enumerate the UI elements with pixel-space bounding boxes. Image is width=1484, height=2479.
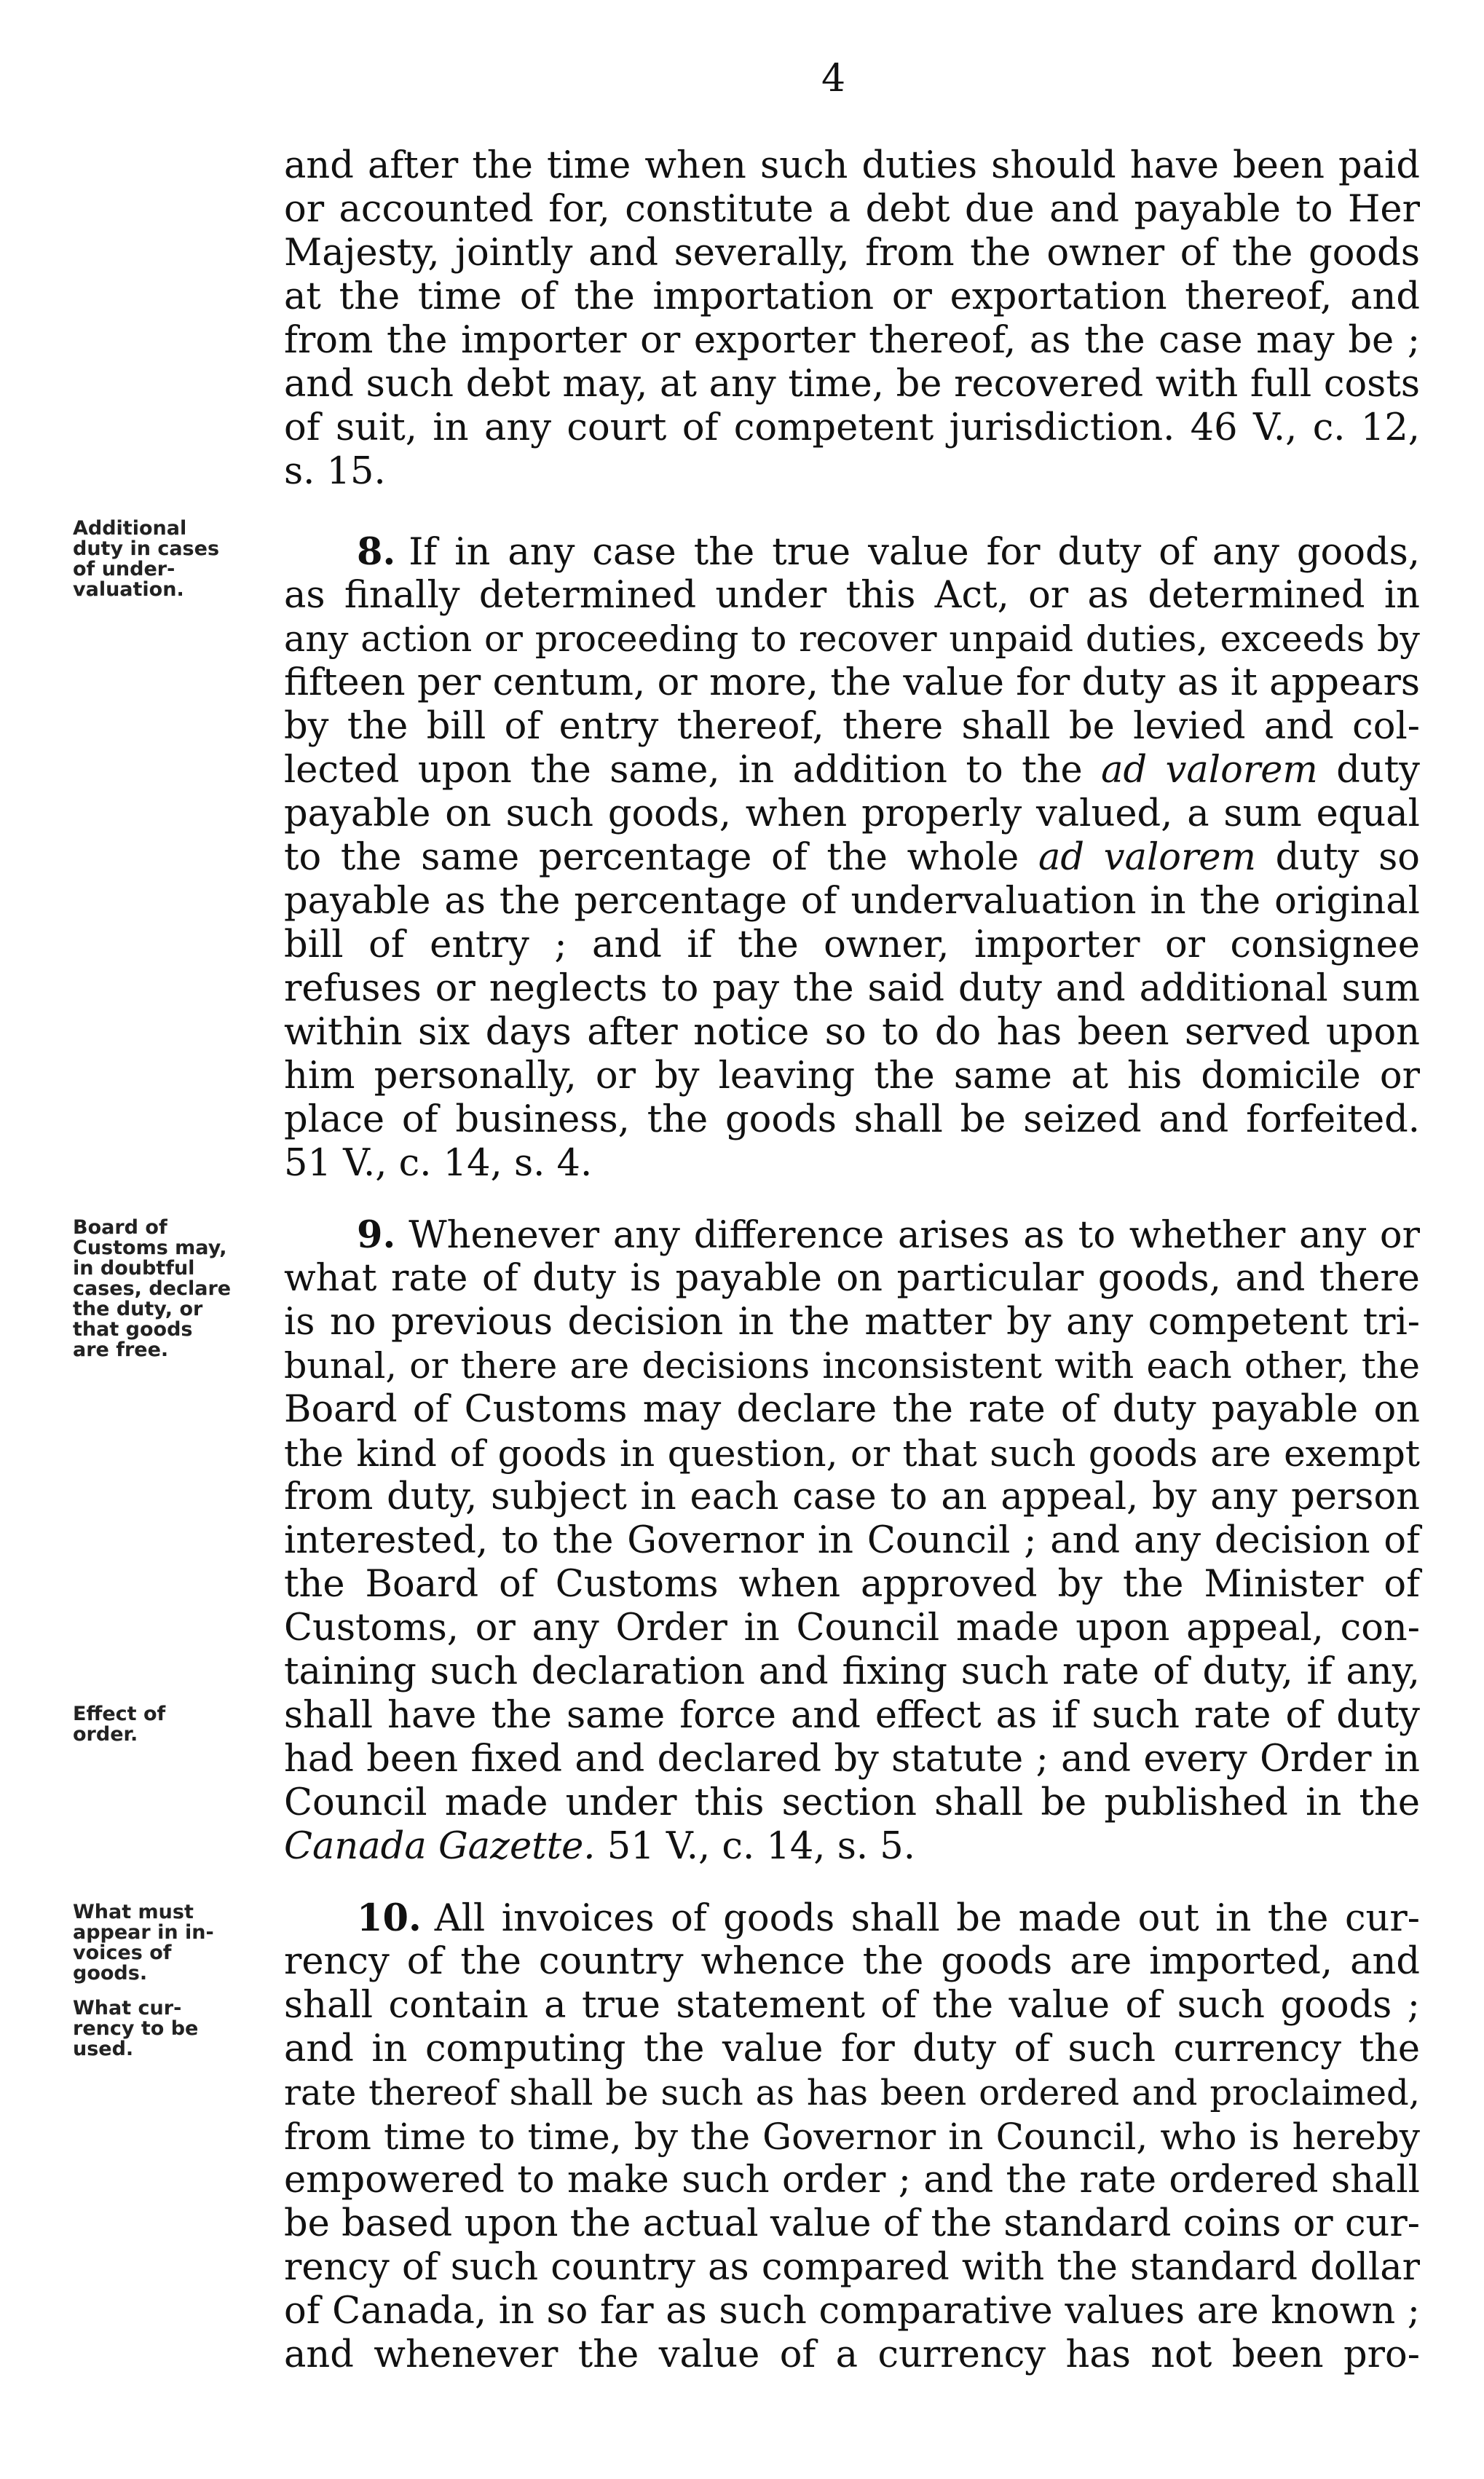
text-line: at the time of the importation or exportation thereof, and [284, 275, 1420, 318]
text-line: and in computing the value for duty of such currency the [284, 2027, 1420, 2070]
section-first-line [357, 1213, 1420, 1258]
text-segment: duty so [1255, 836, 1420, 879]
text-line-with-italics [284, 836, 1420, 880]
section-first-line [357, 1896, 1420, 1941]
text-line: Council made under this section shall be published in the [284, 1781, 1420, 1824]
margin-note [73, 1998, 284, 2060]
margin-note-line: are free. [73, 1339, 169, 1361]
section-number: 9. [357, 1213, 396, 1257]
text-line: be based upon the actual value of the standard coins or cur- [284, 2202, 1420, 2245]
text-line: empowered to make such order ; and the rate ordered shall [284, 2159, 1420, 2202]
text-line: rency of such country as compared with the standard dollar [284, 2246, 1420, 2289]
text-line: payable on such goods, when properly valued, a sum equal [284, 792, 1420, 835]
margin-note-line: voices of [73, 1942, 172, 1964]
text-line: refuses or neglects to pay the said duty and additional sum [284, 967, 1420, 1010]
section-number: 10. [357, 1896, 422, 1940]
margin-note-line: in doubtful [73, 1257, 195, 1280]
margin-note-line: rency to be [73, 2017, 199, 2040]
margin-note-line: goods. [73, 1962, 148, 1985]
text-line: within six days after notice so to do has been served upon [284, 1011, 1420, 1054]
text-line: Customs, or any Order in Council made upon appeal, con- [284, 1607, 1420, 1650]
text-line: fifteen per centum, or more, the value for duty as it appears [284, 661, 1420, 704]
italic-term: ad valorem [1038, 836, 1256, 879]
text-segment: to the same percentage of the whole [284, 836, 1039, 879]
text-line: or accounted for, constitute a debt due and payable to Her [284, 188, 1420, 231]
margin-note-line: of under- [73, 558, 175, 580]
text-line: payable as the percentage of undervaluation in the original [284, 880, 1420, 923]
text-line-with-italics [284, 749, 1420, 792]
margin-note-line: order. [73, 1723, 138, 1746]
text-line: place of business, the goods shall be seized and forfeited. [284, 1098, 1420, 1141]
first-line-text: Whenever any difference arises as to whether any or [409, 1214, 1420, 1257]
text-line: any action or proceeding to recover unpaid duties, exceeds by [284, 618, 1420, 660]
margin-note [73, 1218, 284, 1360]
text-line: from time to time, by the Governor in Council, who is hereby [284, 2116, 1420, 2158]
text-line: him personally, or by leaving the same at his domicile or [284, 1055, 1420, 1097]
margin-note-line: appear in in- [73, 1921, 214, 1944]
margin-note-line: duty in cases [73, 537, 220, 560]
text-line: the Board of Customs when approved by the Minister of [284, 1563, 1420, 1606]
text-segment: 51 V., c. 14, s. 5. [595, 1825, 915, 1868]
text-line: and after the time when such duties should have been paid [284, 144, 1420, 187]
italic-term: ad valorem [1101, 749, 1318, 792]
margin-note-line: What must [73, 1901, 194, 1923]
text-line: s. 15. [284, 450, 386, 493]
margin-note-line: cases, declare [73, 1277, 232, 1300]
text-line: interested, to the Governor in Council ; and any decision of [284, 1519, 1420, 1562]
margin-note-line: What cur- [73, 1997, 182, 2019]
text-line: of suit, in any court of competent jurisdiction. 46 V., c. 12, [284, 406, 1420, 449]
margin-note [73, 1704, 284, 1745]
text-line: and whenever the value of a currency has not been pro- [284, 2333, 1420, 2376]
text-line: by the bill of entry thereof, there shall be levied and col- [284, 705, 1420, 748]
text-line: from duty, subject in each case to an appeal, by any person [284, 1475, 1420, 1518]
text-segment: duty [1317, 749, 1420, 792]
first-line-text: All invoices of goods shall be made out in the cur- [434, 1897, 1420, 1940]
margin-note-line: that goods [73, 1318, 193, 1341]
text-line: 51 V., c. 14, s. 4. [284, 1142, 593, 1185]
margin-note [73, 1902, 284, 1984]
italic-term: Canada Gazette. [284, 1825, 596, 1868]
text-line: the kind of goods in question, or that such goods are exempt [284, 1432, 1420, 1475]
text-line: shall contain a true statement of the value of such goods ; [284, 1984, 1420, 2027]
text-line: rency of the country whence the goods are imported, and [284, 1940, 1420, 1983]
text-line: shall have the same force and effect as if such rate of duty [284, 1694, 1420, 1737]
margin-note-line: used. [73, 2038, 134, 2060]
text-line: had been fixed and declared by statute ; and every Order in [284, 1738, 1420, 1781]
margin-note-line: Additional [73, 517, 187, 540]
page-number: 4 [821, 57, 846, 100]
margin-note-line: Effect of [73, 1703, 166, 1725]
text-line: as finally determined under this Act, or as determined in [284, 574, 1420, 617]
margin-note-line: the duty, or [73, 1298, 203, 1320]
text-line: bunal, or there are decisions inconsistent with each other, the [284, 1345, 1420, 1387]
first-line-text: If in any case the true value for duty of any goods, [409, 531, 1420, 574]
text-line: bill of entry ; and if the owner, importer or consignee [284, 923, 1420, 966]
text-line: rate thereof shall be such as has been ordered and proclaimed, [284, 2073, 1420, 2113]
text-line-with-italics [284, 1825, 1420, 1869]
section-number: 8. [357, 530, 396, 574]
margin-note-line: Board of [73, 1216, 167, 1239]
text-line: taining such declaration and fixing such rate of duty, if any, [284, 1650, 1420, 1693]
text-line: Board of Customs may declare the rate of duty payable on [284, 1388, 1420, 1431]
text-line: Majesty, jointly and severally, from the owner of the goods [284, 232, 1420, 275]
margin-note-line: Customs may, [73, 1237, 227, 1259]
text-line: from the importer or exporter thereof, as the case may be ; [284, 319, 1420, 362]
text-segment: lected upon the same, in addition to the [284, 749, 1102, 792]
text-line: of Canada, in so far as such comparative values are known ; [284, 2290, 1420, 2333]
text-line: and such debt may, at any time, be recovered with full costs [284, 363, 1420, 406]
section-first-line [357, 530, 1420, 575]
margin-note [73, 519, 284, 600]
text-line: is no previous decision in the matter by any competent tri- [284, 1301, 1420, 1344]
margin-note-line: valuation. [73, 578, 184, 601]
text-line: what rate of duty is payable on particular goods, and there [284, 1257, 1420, 1300]
